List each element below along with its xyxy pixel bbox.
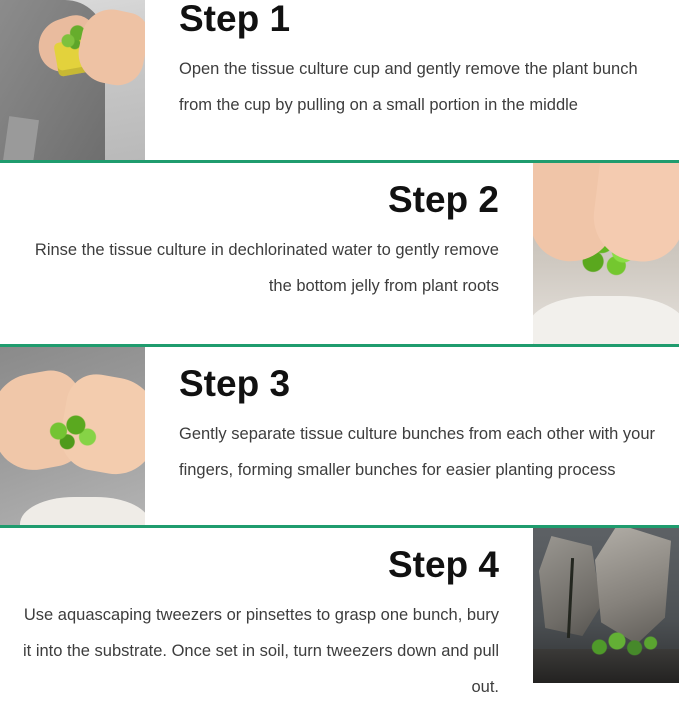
- step-3-heading: Step 3: [179, 363, 291, 405]
- step-4-image: [533, 528, 679, 683]
- step-2-heading: Step 2: [387, 179, 499, 221]
- step-4-description: Use aquascaping tweezers or pinsettes to grasp one bunch, bury it into the substrate. Once set in soil, turn tweezers down and pull out.: [22, 605, 499, 696]
- step-1-image: [0, 0, 145, 160]
- step-row-3: [0, 347, 679, 525]
- step-2-text-block: [0, 163, 533, 344]
- step-2-image: [533, 163, 679, 344]
- step-row-1: [0, 0, 679, 160]
- step-row-4: [0, 528, 679, 696]
- step-4-heading: Step 4: [387, 544, 499, 585]
- step-4-text-block: [0, 528, 533, 696]
- step-1-text-block: [145, 0, 679, 160]
- step-2-description: Rinse the tissue culture in dechlorinated water to gently remove the bottom jelly from plant roots: [34, 241, 499, 296]
- step-3-text-block: [145, 347, 679, 525]
- step-row-2: [0, 163, 679, 344]
- step-3-description: Gently separate tissue culture bunches from each other with your fingers, forming smaller bunches for easier planting process: [179, 424, 655, 479]
- step-1-heading: Step 1: [179, 0, 291, 39]
- step-1-description: Open the tissue culture cup and gently remove the plant bunch from the cup by pulling on a small portion in the middle: [179, 59, 638, 114]
- step-3-image: [0, 347, 145, 525]
